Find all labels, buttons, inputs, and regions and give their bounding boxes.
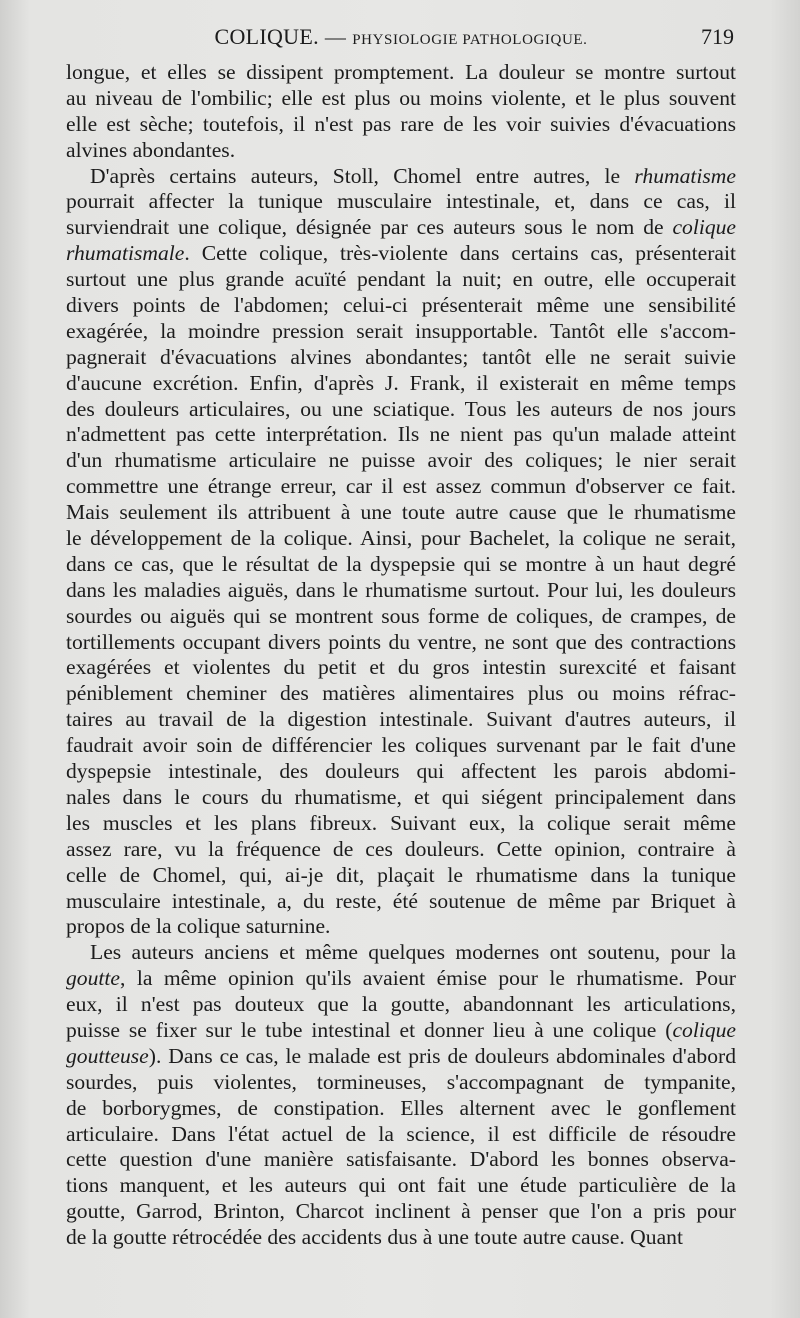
- text-line: celle de Chomel, qui, ai-je dit, plaçait le rhumatisme dans la tunique: [66, 862, 736, 887]
- text-line: des douleurs articulaires, ou une sciatique. Tous les auteurs de nos jours: [66, 396, 736, 421]
- text-line: d'un rhumatisme articulaire ne puisse avoir des coliques; le nier serait: [66, 448, 736, 473]
- text-line: péniblement cheminer des matières alimentaires plus ou moins réfrac-: [66, 681, 736, 706]
- text-line: commettre une étrange erreur, car il est assez commun d'observer ce fait.: [66, 474, 736, 499]
- text-line: goutte, la même opinion qu'ils avaient émise pour le rhumatisme. Pour: [66, 966, 736, 991]
- text-line: nales dans le cours du rhumatisme, et qui siégent principalement dans: [66, 784, 736, 809]
- text-line: longue, et elles se dissipent promptement. La douleur se montre surtout: [66, 60, 736, 84]
- text-line: Mais seulement ils attribuent à une toute autre cause que le rhumatisme: [66, 500, 736, 525]
- text-line: eux, il n'est pas douteux que la goutte, abandonnant les articulations,: [66, 992, 736, 1017]
- text-line: divers points de l'abdomen; celui-ci présenterait même une sensibilité: [66, 293, 736, 318]
- text-line: exagérées et violentes du petit et du gros intestin surexcité et faisant: [66, 655, 736, 680]
- text-line: rhumatismale. Cette colique, très-violente dans certains cas, présenterait: [66, 241, 736, 266]
- text-line: articulaire. Dans l'état actuel de la science, il est difficile de résoudre: [66, 1121, 736, 1146]
- text-line: pagnerait d'évacuations alvines abondantes; tantôt elle ne serait suivie: [66, 344, 736, 369]
- text-line: exagérée, la moindre pression serait insupportable. Tantôt elle s'accom-: [66, 318, 736, 343]
- text-line: de la goutte rétrocédée des accidents dus à une toute autre cause. Quant: [66, 1225, 683, 1250]
- text-line: les muscles et les plans fibreux. Suivant eux, la colique serait même: [66, 810, 736, 835]
- text-line: assez rare, vu la fréquence de ces douleurs. Cette opinion, contraire à: [66, 836, 736, 861]
- text-line: le développement de la colique. Ainsi, pour Bachelet, la colique ne serait,: [66, 526, 736, 551]
- text-line: D'après certains auteurs, Stoll, Chomel entre autres, le rhumatisme: [90, 163, 736, 188]
- running-title: [66, 24, 736, 50]
- text-line: faudrait avoir soin de différencier les coliques survenant par le fait d'une: [66, 733, 736, 758]
- text-line: tortillements occupant divers points du ventre, ne sont que des contractions: [66, 629, 736, 654]
- header-title: COLIQUE.: [214, 24, 319, 49]
- text-line: dans ce cas, que le résultat de la dyspepsie qui se montre à un haut degré: [66, 551, 736, 576]
- text-line: musculaire intestinale, a, du reste, été soutenue de même par Briquet à: [66, 888, 736, 913]
- text-line: tions manquent, et les auteurs qui ont fait une étude particulière de la: [66, 1173, 736, 1198]
- text-line: pourrait affecter la tunique musculaire intestinale, et, dans ce cas, il: [66, 189, 736, 214]
- text-line: cette question d'une manière satisfaisante. D'abord les bonnes observa-: [66, 1147, 736, 1172]
- text-line: Les auteurs anciens et même quelques modernes ont soutenu, pour la: [90, 940, 736, 965]
- text-line: de borborygmes, de constipation. Elles alternent avec le gonflement: [66, 1095, 736, 1120]
- text-line: surviendrait une colique, désignée par ces auteurs sous le nom de colique: [66, 215, 736, 240]
- text-line: taires au travail de la digestion intestinale. Suivant d'autres auteurs, il: [66, 707, 736, 732]
- header-section: PHYSIOLOGIE PATHOLOGIQUE.: [352, 32, 588, 48]
- text-line: elle est sèche; toutefois, il n'est pas rare de les voir suivies d'évacuations: [66, 111, 736, 136]
- text-line: dans les maladies aiguës, dans le rhumatisme surtout. Pour lui, les douleurs: [66, 577, 736, 602]
- page-number: 719: [701, 24, 734, 49]
- text-line: surtout une plus grande acuïté pendant la nuit; en outre, elle occuperait: [66, 267, 736, 292]
- text-line: propos de la colique saturnine.: [66, 914, 331, 939]
- text-line: goutteuse). Dans ce cas, le malade est pris de douleurs abdominales d'abord: [66, 1043, 736, 1068]
- header-separator: —: [324, 25, 347, 49]
- running-header: [66, 20, 736, 60]
- text-line: sourdes, puis violentes, tormineuses, s'accompagnant de tympanite,: [66, 1069, 736, 1094]
- text-line: au niveau de l'ombilic; elle est plus ou moins violente, et le plus souvent: [66, 85, 736, 110]
- body-text: [66, 60, 736, 1251]
- text-line: goutte, Garrod, Brinton, Charcot inclinent à penser que l'on a pris pour: [66, 1199, 736, 1224]
- text-line: alvines abondantes.: [66, 137, 236, 162]
- text-line: sourdes ou aiguës qui se montrent sous forme de coliques, de crampes, de: [66, 603, 736, 628]
- text-line: d'aucune excrétion. Enfin, d'après J. Frank, il existerait en même temps: [66, 370, 736, 395]
- text-line: dyspepsie intestinale, des douleurs qui affectent les parois abdomi-: [66, 759, 736, 784]
- text-line: n'admettent pas cette interprétation. Ils ne nient pas qu'un malade atteint: [66, 422, 736, 447]
- text-line: puisse se fixer sur le tube intestinal et donner lieu à une colique (colique: [66, 1017, 736, 1042]
